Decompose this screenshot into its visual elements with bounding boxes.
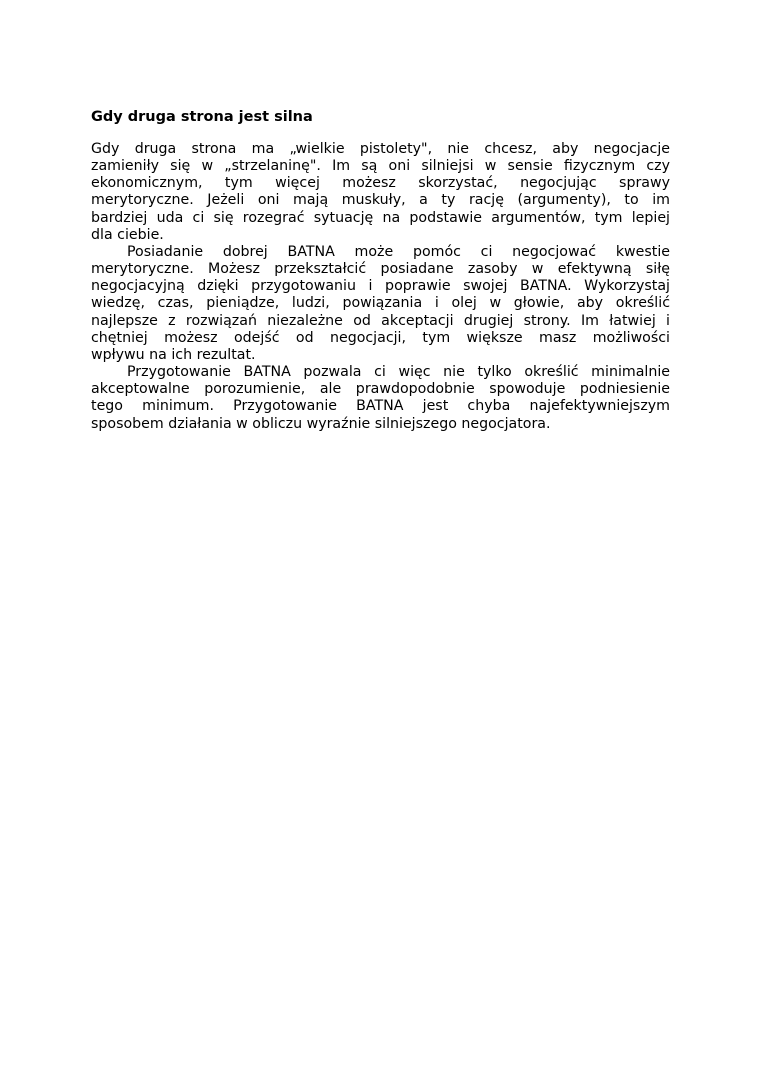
text-line: Posiadanie dobrej BATNA może pomóc ci negocjować kwestie bbox=[127, 243, 670, 260]
text-line: negocjacyjną dzięki przygotowaniu i poprawie swojej BATNA. Wykorzystaj bbox=[91, 278, 670, 295]
document-body bbox=[91, 141, 670, 433]
paragraph bbox=[91, 364, 670, 433]
text-line: merytoryczne. Jeżeli oni mają muskuły, a ty rację (argumenty), to im bbox=[91, 192, 670, 209]
text-line: tego minimum. Przygotowanie BATNA jest chyba najefektywniejszym bbox=[91, 398, 670, 415]
text-line: Przygotowanie BATNA pozwala ci więc nie tylko określić minimalnie bbox=[127, 364, 670, 381]
text-line: ekonomicznym, tym więcej możesz skorzystać, negocjując sprawy bbox=[91, 175, 670, 192]
text-line: dla ciebie. bbox=[91, 226, 164, 243]
text-line: akceptowalne porozumienie, ale prawdopodobnie spowoduje podniesienie bbox=[91, 381, 670, 398]
section-heading: Gdy druga strona jest silna bbox=[91, 109, 313, 125]
paragraph bbox=[91, 244, 670, 364]
text-line: zamieniły się w „strzelaninę". Im są oni silniejsi w sensie fizycznym czy bbox=[91, 158, 670, 175]
text-line: bardziej uda ci się rozegrać sytuację na podstawie argumentów, tym lepiej bbox=[91, 209, 670, 226]
text-line: wpływu na ich rezultat. bbox=[91, 346, 256, 363]
text-line: merytoryczne. Możesz przekształcić posiadane zasoby w efektywną siłę bbox=[91, 261, 670, 278]
text-line: najlepsze z rozwiązań niezależne od akceptacji drugiej strony. Im łatwiej i bbox=[91, 312, 670, 329]
text-line: wiedzę, czas, pieniądze, ludzi, powiązania i olej w głowie, aby określić bbox=[91, 295, 670, 312]
text-line: Gdy druga strona ma „wielkie pistolety", nie chcesz, aby negocjacje bbox=[91, 141, 670, 157]
text-line: sposobem działania w obliczu wyraźnie silniejszego negocjatora. bbox=[91, 415, 551, 432]
text-line: chętniej możesz odejść od negocjacji, tym większe masz możliwości bbox=[91, 329, 670, 346]
paragraph bbox=[91, 141, 670, 244]
